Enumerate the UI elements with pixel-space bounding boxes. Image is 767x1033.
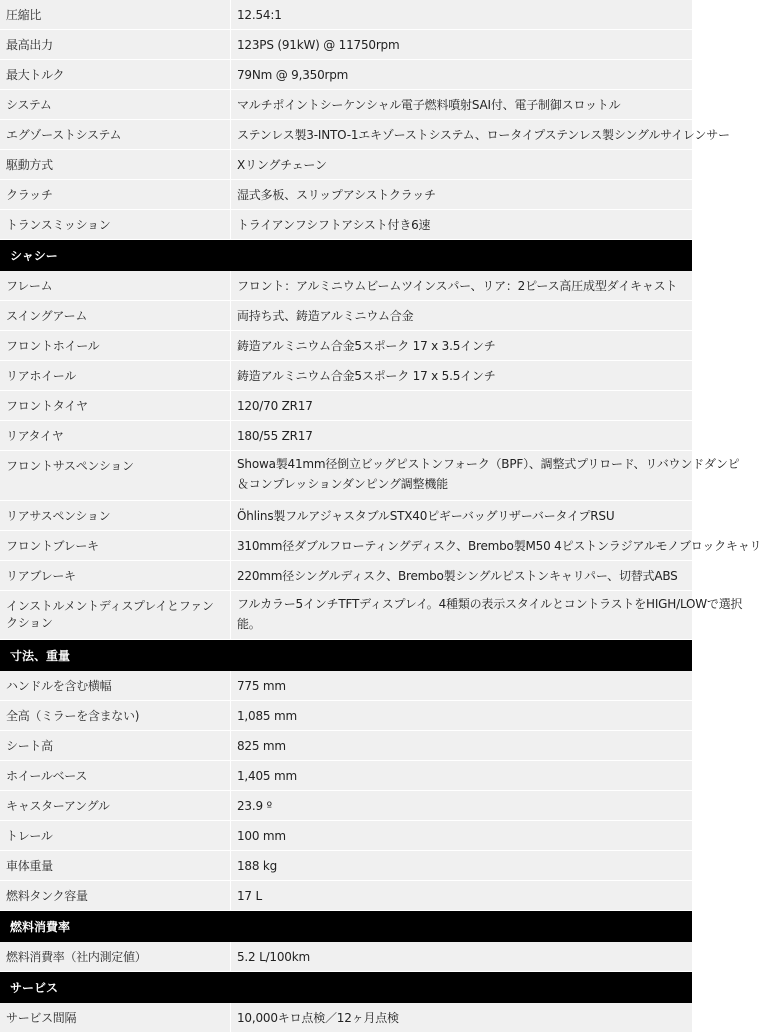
section-header-dimensions: 寸法、重量: [0, 640, 692, 671]
spec-row: [0, 331, 692, 361]
row-value: 17 L: [230, 881, 692, 910]
spec-row: [0, 561, 692, 591]
spec-row: [0, 0, 692, 30]
row-label: シート高: [6, 739, 53, 753]
spec-row: [0, 301, 692, 331]
spec-row: [0, 671, 692, 701]
spec-row: [0, 180, 692, 210]
row-label: トランスミッション: [6, 218, 111, 232]
row-value: 鋳造アルミニウム合金5スポーク 17 x 5.5インチ: [230, 361, 692, 390]
row-value-line: Showa製41mm径倒立ビッグピストンフォーク（BPF）、調整式プリロード、リバウンドダンピ: [237, 457, 740, 471]
spec-row: [0, 731, 692, 761]
row-value: 10,000キロ点検／12ヶ月点検: [230, 1003, 692, 1032]
row-value: 310mm径ダブルフローティングディスク、Brembo製M50 4ピストンラジアルモノブロックキャリ: [230, 531, 767, 560]
row-label: 最大トルク: [6, 68, 65, 82]
row-label: システム: [6, 98, 52, 112]
spec-row: [0, 791, 692, 821]
row-value-line: フルカラー5インチTFTディスプレイ。4種類の表示スタイルとコントラストをHIGH/LOWで選択: [237, 597, 743, 611]
row-value: ステンレス製3-INTO-1エキゾーストシステム、ロータイプステンレス製シングルサイレンサー: [230, 120, 736, 149]
row-label: 圧縮比: [6, 8, 42, 22]
spec-row: [0, 501, 692, 531]
spec-row: [0, 881, 692, 911]
row-value: 鋳造アルミニウム合金5スポーク 17 x 3.5インチ: [230, 331, 692, 360]
row-label: フロントホイール: [6, 339, 100, 353]
row-label: 燃料タンク容量: [6, 889, 88, 903]
section-header-service: サービス: [0, 972, 692, 1003]
row-value: 12.54:1: [230, 0, 692, 29]
row-label: リアブレーキ: [6, 569, 76, 583]
spec-row: [0, 821, 692, 851]
row-value: 120/70 ZR17: [230, 391, 692, 420]
row-label: 最高出力: [6, 38, 53, 52]
spec-row: [0, 531, 762, 561]
row-value: 100 mm: [230, 821, 692, 850]
spec-row: [0, 150, 692, 180]
spec-row: [0, 30, 692, 60]
spec-row: [0, 120, 730, 150]
row-value: 123PS (91kW) @ 11750rpm: [230, 30, 692, 59]
spec-row: [0, 451, 740, 501]
row-label: 車体重量: [6, 859, 53, 873]
row-value: マルチポイントシーケンシャル電子燃料噴射SAI付、電子制御スロットル: [230, 90, 692, 119]
spec-row: [0, 701, 692, 731]
row-value: [230, 451, 745, 500]
row-label: 燃料消費率（社内測定値）: [6, 950, 147, 964]
row-label: サービス間隔: [6, 1011, 77, 1025]
row-label: リアホイール: [6, 369, 76, 383]
row-value-line: ＆コンプレッションダンピング調整機能: [237, 477, 448, 491]
row-value: 180/55 ZR17: [230, 421, 692, 450]
row-value: [230, 591, 748, 639]
row-value-line: 能。: [237, 617, 261, 631]
row-value: 23.9 º: [230, 791, 692, 820]
row-label: キャスターアングル: [6, 799, 110, 813]
spec-row: [0, 361, 692, 391]
spec-row: [0, 210, 692, 240]
row-value: 1,405 mm: [230, 761, 692, 790]
row-label: インストルメントディスプレイとファンクション: [6, 599, 214, 630]
section-header-chassis: シャシー: [0, 240, 692, 271]
row-value: 775 mm: [230, 671, 692, 700]
spec-row: [0, 851, 692, 881]
row-value: 825 mm: [230, 731, 692, 760]
row-value: 湿式多板、スリップアシストクラッチ: [230, 180, 692, 209]
spec-row: [0, 1003, 692, 1033]
row-value: 188 kg: [230, 851, 692, 880]
row-value: 5.2 L/100km: [230, 942, 692, 971]
row-label: ホイールベース: [6, 769, 88, 783]
row-value: 220mm径シングルディスク、Brembo製シングルピストンキャリパー、切替式ABS: [230, 561, 692, 590]
spec-row: [0, 421, 692, 451]
row-label: トレール: [6, 829, 53, 843]
spec-row: [0, 942, 692, 972]
spec-row: [0, 271, 692, 301]
row-value: トライアンフシフトアシスト付き6速: [230, 210, 692, 239]
row-label: フレーム: [6, 279, 53, 293]
row-label: リアサスペンション: [6, 509, 111, 523]
spec-row: [0, 591, 743, 640]
row-label: エグゾーストシステム: [6, 128, 122, 142]
section-header-fuel: 燃料消費率: [0, 911, 692, 942]
row-label: フロントブレーキ: [6, 539, 99, 553]
row-value: 1,085 mm: [230, 701, 692, 730]
row-label: ハンドルを含む横幅: [6, 679, 112, 693]
row-label: リアタイヤ: [6, 429, 64, 443]
row-value: 79Nm @ 9,350rpm: [230, 60, 692, 89]
spec-row: [0, 60, 692, 90]
spec-row: [0, 391, 692, 421]
row-label: クラッチ: [6, 188, 53, 202]
row-label: スイングアーム: [6, 309, 88, 323]
row-value: フロント：アルミニウムビームツインスパー、リア：2ピース高圧成型ダイキャスト: [230, 271, 692, 300]
row-label: 全高（ミラーを含まない): [6, 709, 140, 723]
row-label: フロントタイヤ: [6, 399, 88, 413]
spec-row: [0, 90, 692, 120]
row-value: Xリングチェーン: [230, 150, 692, 179]
row-value: Öhlins製フルアジャスタブルSTX40ピギーバッグリザーバータイプRSU: [230, 501, 692, 530]
spec-row: [0, 761, 692, 791]
row-label: フロントサスペンション: [6, 459, 134, 473]
row-value: 両持ち式、鋳造アルミニウム合金: [230, 301, 692, 330]
row-label: 駆動方式: [6, 158, 53, 172]
